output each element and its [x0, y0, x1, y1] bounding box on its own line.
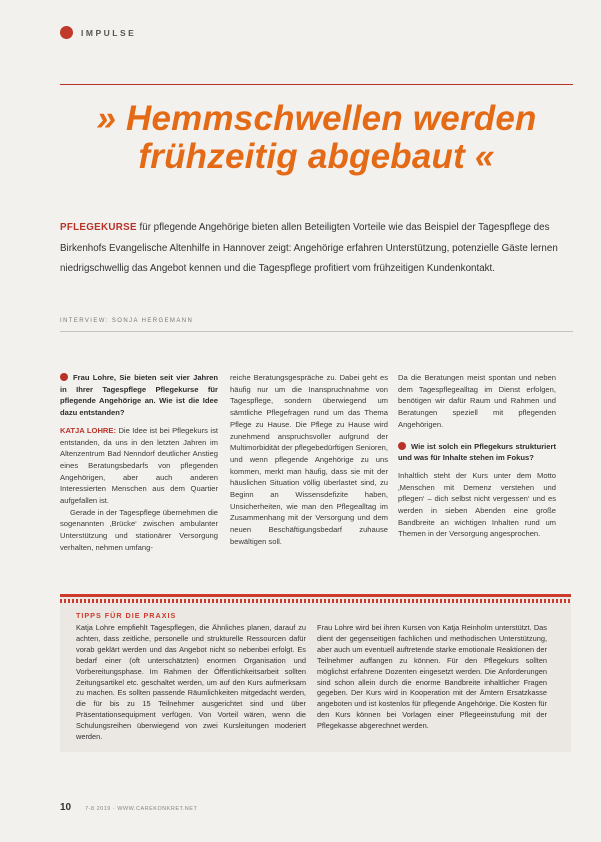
page-number: 10	[60, 802, 72, 813]
lead-paragraph	[60, 218, 571, 280]
interview-credit: INTERVIEW: SONJA HERGEMANN	[60, 318, 573, 332]
answer-1-text: Die Idee ist bei Pflegekurs ist entstanden, da uns in den letzten Jahren im Altenzentrum Bad Nenndorf deutlicher Anstieg eines Beratungsbedarfs von pflegenden Angehörigen, aber auch anderen Interessierten Menschen aus dem Quartier aufgefallen ist.	[60, 425, 218, 506]
article-column-3	[398, 372, 556, 540]
tips-title: TIPPS FÜR DIE PRAXIS	[76, 611, 177, 620]
headline-line-1: » Hemmschwellen werden	[96, 99, 537, 138]
tips-left-text: Katja Lohre empfiehlt Tagespflegen, die Ähnliches planen, darauf zu achten, dass zeitliche, personelle und strukturelle Ressourcen dafür vorab geklärt werden und das Angebot nicht so nebenbei erfolgt. Es bedarf einer (oft unterschätzten) enormen Organisation und Vorbereitungsphase. Im Rahmen der Öffentlichkeitsarbeit sollten Zeitungsartikel etc. geschaltet werden, um auf den Kurs aufmerksam zu machen. Es sollten passende Räumlichkeiten mitgedacht werden, die für bis zu 15 Teilnehmer ausgerichtet sind und über Präsentationsequipment verfügen. Von Vorteil wären, wenn die Schulungsreihen überwiegend von zwei Kursleitungen moderiert werden.	[76, 623, 306, 742]
lead-text: für pflegende Angehörige bieten allen Beteiligten Vorteile wie das Beispiel der Tagespflege des Birkenhofs Evangelische Altenhilfe in Hannover zeigt: Angehörige erfahren Unterstützung, potenzielle Gäste lernen niedrigschwellig das Angebot kennen und die Tagespflege profitiert vom frühzeitigen Kundenkontakt.	[60, 222, 558, 274]
article-column-2	[230, 372, 388, 548]
speaker-name: KATJA LOHRE:	[60, 425, 117, 435]
spacer	[398, 431, 556, 441]
column-3-text-1: Da die Beratungen meist spontan und neben dem Tagespflegealltag im Dienst erfolgen, benötigen wir dafür Raum und Rahmen und Beratungen speziell mit pflegenden Angehörigen.	[398, 373, 556, 429]
tips-stripe	[60, 599, 571, 603]
section-dot-icon	[60, 26, 73, 39]
interview-question-2	[398, 441, 556, 464]
tips-right-text: Frau Lohre wird bei ihren Kursen von Katja Reinholm unterstützt. Das dient der gegenseitigen fachlichen und methodischen Unterstützung, aber auch um eventuell auftretende starke emotionale Reaktionen der Teilnehmer auffangen zu können. Für den Pflegekurs sollten möglichst erfahrene Dozenten eingesetzt werden. Die Anforderungen sind schon allein durch die enorme Bandbreite inhaltlicher Fragen gegeben. Der Kurs wird in Kooperation mit der Ämtern Ersatzkasse angeboten und ist kostenlos für pflegende Angehörige. Die Kosten für den Kurs können bei Vorlagen einer Pflegeeinstufung mit der Pflegekasse abgerechnet werden.	[317, 623, 547, 731]
question-bullet-icon	[60, 373, 68, 381]
column-2-text: reiche Beratungsgespräche zu. Dabei geht es häufig nur um die Inanspruchnahme von Tagespflege, sondern überwiegend um sämtliche Pflegefragen rund um das Thema Pflege zu Hause. Die Pflege zu Hause wird zunehmend anspruchsvoller aufgrund der Multimorbidität der pflegebedürftigen Senioren, und wenn pflegende Angehörige zu uns kommen, merkt man häufig, dass sie mit der häuslichen Situation völlig überlastet sind, zu Beginn an Wissensdefizite haben, Unsicherheiten, wie man den Pflegealltag im Zusammenhang mit der Versorgung und dem neuen Beschäftigungsbedarf zuhause bewältigen soll.	[230, 373, 388, 546]
tips-box	[60, 594, 571, 752]
top-divider	[60, 84, 573, 85]
page-footer	[60, 802, 197, 813]
section-label: IMPULSE	[81, 27, 137, 38]
tips-column-right	[317, 623, 547, 732]
interview-question-1	[60, 372, 218, 419]
section-tag	[60, 26, 136, 39]
headline-line-2: frühzeitig abgebaut «	[138, 137, 495, 176]
answer-paragraph-1	[60, 425, 218, 507]
question-2-text: Wie ist solch ein Pflegekurs strukturiert und was für Inhalte stehen im Fokus?	[398, 441, 556, 463]
footer-source: 7-8 2019 · WWW.CAREKONKRET.NET	[85, 806, 198, 812]
answer-paragraph-2: Gerade in der Tagespflege übernehmen die sogenannten ‚Brücke‘ zwischen ambulanter Unterstützung und stationärer Versorgung verhalten, nehmen umfang-	[60, 507, 218, 552]
article-headline	[60, 100, 573, 176]
question-bullet-icon	[398, 442, 406, 450]
tips-column-left	[76, 623, 306, 743]
lead-kicker: PFLEGEKURSE	[60, 222, 137, 233]
question-1-text: Frau Lohre, Sie bieten seit vier Jahren in Ihrer Tagespflege Pflegekurse für pflegende Angehörige an. Wie ist die Idee dazu entstanden?	[60, 373, 218, 418]
article-column-1	[60, 372, 218, 554]
column-3-text-2: Inhaltlich steht der Kurs unter dem Motto ‚Menschen mit Demenz verstehen und pflegen‘ – dich selbst nicht vergessen‘ und es werden in sieben Abenden eine große Bandbreite an wichtigen Inhalten rund um Themen in der Versorgung angesprochen.	[398, 470, 556, 539]
